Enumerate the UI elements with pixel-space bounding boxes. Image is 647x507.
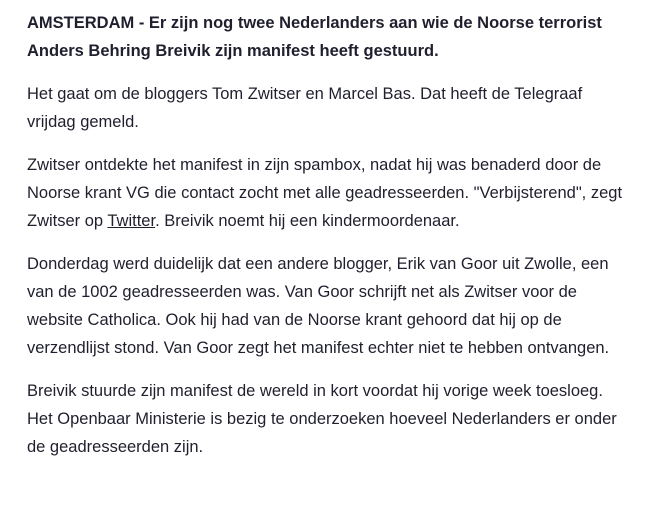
paragraph-2-text-after-link: . Breivik noemt hij een kindermoordenaar.: [155, 212, 460, 230]
paragraph-1: Het gaat om de bloggers Tom Zwitser en Marcel Bas. Dat heeft de Telegraaf vrijdag gemeld.: [27, 85, 583, 131]
paragraph-4: Breivik stuurde zijn manifest de wereld in kort voordat hij vorige week toesloeg. Het Openbaar Ministerie is bezig te onderzoeken hoeveel Nederlanders er onder de geadresseerden zijn.: [27, 382, 617, 456]
paragraph-2: [27, 151, 627, 235]
paragraph-3: Donderdag werd duidelijk dat een andere blogger, Erik van Goor uit Zwolle, een van de 1002 geadresseerden was. Van Goor schrijft net als Zwitser voor de website Catholica. Ook hij had van de Noorse krant gehoord dat hij op de verzendlijst stond. Van Goor zegt het manifest echter niet te hebben ontvangen.: [27, 255, 610, 357]
article-lead: AMSTERDAM - Er zijn nog twee Nederlanders aan wie de Noorse terrorist Anders Behring Breivik zijn manifest heeft gestuurd.: [27, 14, 602, 60]
paragraph-2-text-before-link: Zwitser ontdekte het manifest in zijn spambox, nadat hij was benaderd door de Noorse krant VG die contact zocht met alle geadresseerden. "Verbijsterend", zegt Zwitser op: [27, 156, 623, 230]
twitter-link[interactable]: Twitter: [107, 212, 156, 230]
